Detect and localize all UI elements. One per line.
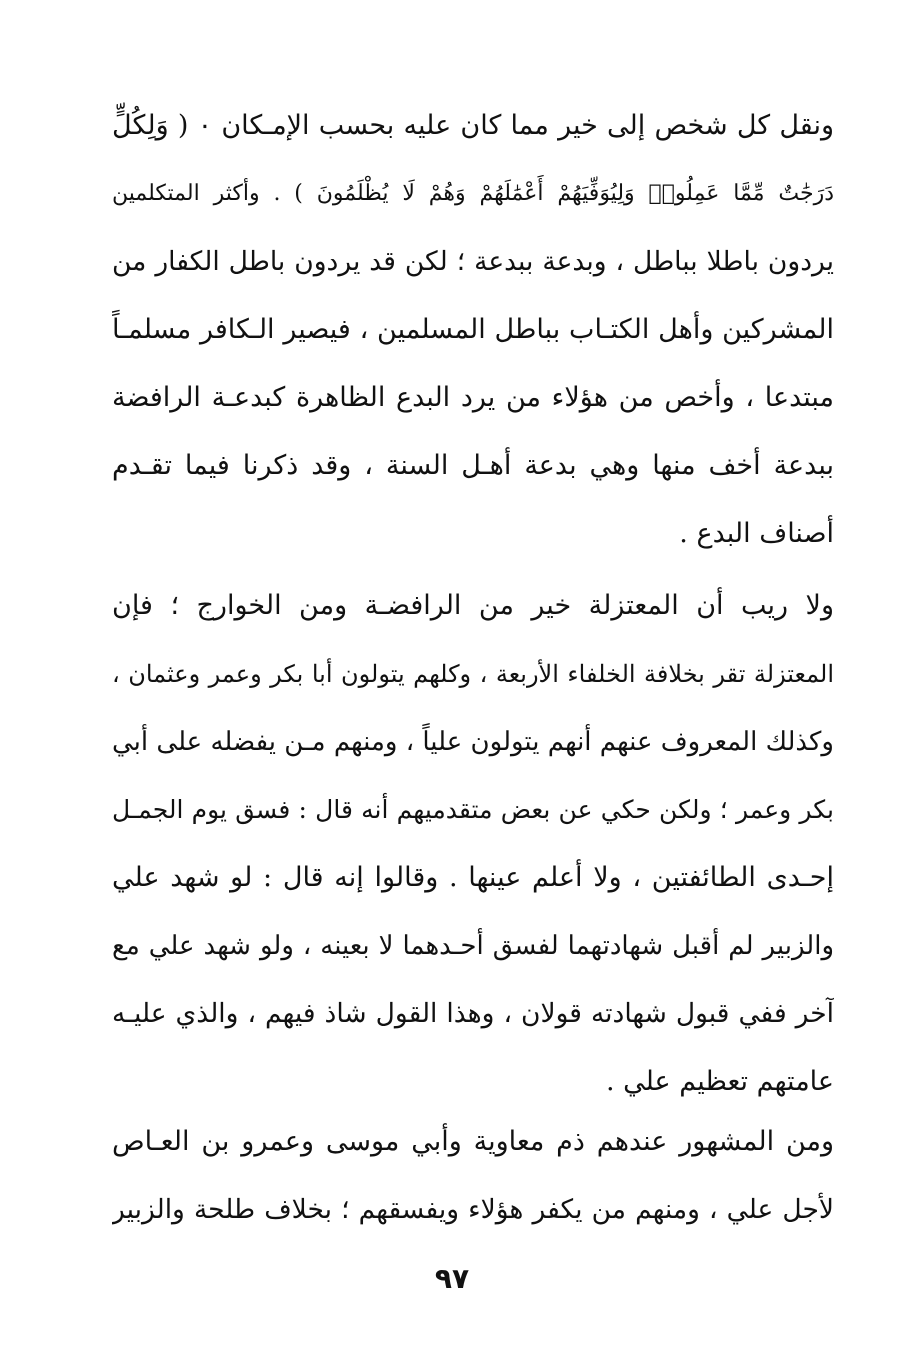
text-line: يردون باطلا بباطل ، وبدعة ببدعة ؛ لكن قد يردون باطل الكفار من bbox=[112, 246, 834, 277]
paragraph-2 bbox=[112, 572, 834, 1116]
text-line: لأجل علي ، ومنهم من يكفر هؤلاء ويفسقهم ؛ بخلاف طلحة والزبير bbox=[112, 1194, 834, 1225]
text-line: ونقل كل شخص إلى خير مما كان عليه بحسب الإمـكان ۰ ( وَلِكُلٍّ bbox=[112, 110, 834, 141]
text-line: إحـدى الطائفتين ، ولا أعلم عينها . وقالوا إنه قال : لو شهد علي bbox=[112, 862, 834, 893]
text-line: ولا ريب أن المعتزلة خير من الرافضـة ومن الخوارج ؛ فإن bbox=[112, 590, 834, 621]
paragraph-1 bbox=[112, 92, 834, 568]
text-line: أصناف البدع . bbox=[679, 518, 834, 549]
text-line: ومن المشهور عندهم ذم معاوية وأبي موسى وعمرو بن العـاص bbox=[112, 1126, 834, 1157]
text-line: المعتزلة تقر بخلافة الخلفاء الأربعة ، وكلهم يتولون أبا بكر وعمر وعثمان ، bbox=[112, 660, 834, 688]
page-number: ٩٧ bbox=[434, 1262, 470, 1295]
text-line: ببدعة أخف منها وهي بدعة أهـل السنة ، وقد ذكرنا فيما تقـدم bbox=[112, 450, 834, 481]
paragraph-3 bbox=[112, 1108, 834, 1244]
text-line: آخر ففي قبول شهادته قولان ، وهذا القول شاذ فيهم ، والذي عليـه bbox=[112, 998, 834, 1029]
text-line: والزبير لم أقبل شهادتهما لفسق أحـدهما لا بعينه ، ولو شهد علي مع bbox=[112, 931, 834, 961]
quran-verse-line: دَرَجَٰتٌ مِّمَّا عَمِلُوا۟ وَلِيُوَفِّيَهُمْ أَعْمَٰلَهُمْ وَهُمْ لَا يُظْلَمُونَ ) . وأكثر المتكلمين bbox=[112, 181, 834, 206]
text-line: مبتدعا ، وأخص من هؤلاء من يرد البدع الظاهرة كبدعـة الرافضة bbox=[112, 382, 834, 413]
text-line: عامتهم تعظيم علي . bbox=[605, 1066, 834, 1097]
text-line: وكذلك المعروف عنهم أنهم يتولون علياً ، ومنهم مـن يفضله على أبي bbox=[112, 727, 834, 757]
text-line: المشركين وأهل الكتـاب بباطل المسلمين ، فيصير الـكافر مسلمـاً bbox=[112, 314, 834, 345]
text-line: بكر وعمر ؛ ولكن حكي عن بعض متقدميهم أنه قال : فسق يوم الجمـل bbox=[112, 795, 834, 824]
